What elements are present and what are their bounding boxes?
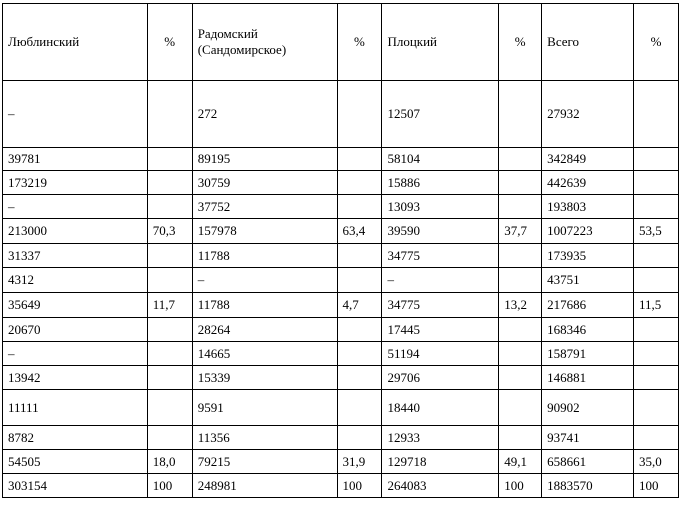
- table-row: [3, 474, 679, 498]
- value-cell: 58104: [382, 148, 499, 171]
- table-row: [3, 318, 679, 342]
- percent-cell: [147, 195, 192, 219]
- percent-cell: [337, 318, 382, 342]
- value-cell: 79215: [192, 450, 337, 474]
- value-cell: 272: [192, 81, 337, 148]
- percent-cell: 18,0: [147, 450, 192, 474]
- table-row: [3, 148, 679, 171]
- percent-cell: [499, 171, 542, 195]
- header-plock-percent: %: [499, 4, 542, 81]
- table-row: [3, 426, 679, 450]
- percent-cell: [634, 390, 679, 426]
- percent-cell: [147, 81, 192, 148]
- percent-cell: 53,5: [634, 219, 679, 244]
- percent-cell: [634, 148, 679, 171]
- value-cell: 51194: [382, 342, 499, 366]
- value-cell: 173219: [3, 171, 148, 195]
- value-cell: 15339: [192, 366, 337, 390]
- table-row: [3, 366, 679, 390]
- percent-cell: [499, 148, 542, 171]
- value-cell: –: [3, 195, 148, 219]
- header-total-percent: %: [634, 4, 679, 81]
- value-cell: 89195: [192, 148, 337, 171]
- percent-cell: [634, 268, 679, 293]
- value-cell: 11356: [192, 426, 337, 450]
- table-row: [3, 450, 679, 474]
- value-cell: 15886: [382, 171, 499, 195]
- percent-cell: [337, 148, 382, 171]
- percent-cell: [634, 366, 679, 390]
- table-row: [3, 268, 679, 293]
- table-row: [3, 219, 679, 244]
- percent-cell: [337, 81, 382, 148]
- table-row: [3, 81, 679, 148]
- value-cell: 17445: [382, 318, 499, 342]
- percent-cell: [147, 268, 192, 293]
- value-cell: 9591: [192, 390, 337, 426]
- table-row: [3, 293, 679, 318]
- percent-cell: 100: [337, 474, 382, 498]
- percent-cell: 70,3: [147, 219, 192, 244]
- value-cell: 342849: [542, 148, 634, 171]
- percent-cell: [147, 171, 192, 195]
- percent-cell: [499, 366, 542, 390]
- percent-cell: 49,1: [499, 450, 542, 474]
- value-cell: 158791: [542, 342, 634, 366]
- value-cell: 217686: [542, 293, 634, 318]
- percent-cell: [634, 81, 679, 148]
- percent-cell: [337, 171, 382, 195]
- value-cell: 13942: [3, 366, 148, 390]
- value-cell: 90902: [542, 390, 634, 426]
- percent-cell: [337, 244, 382, 268]
- percent-cell: 100: [634, 474, 679, 498]
- value-cell: 93741: [542, 426, 634, 450]
- value-cell: 29706: [382, 366, 499, 390]
- percent-cell: 100: [499, 474, 542, 498]
- percent-cell: [499, 81, 542, 148]
- header-row: [3, 4, 679, 81]
- value-cell: 303154: [3, 474, 148, 498]
- percent-cell: [634, 195, 679, 219]
- percent-cell: 13,2: [499, 293, 542, 318]
- value-cell: 54505: [3, 450, 148, 474]
- percent-cell: [634, 318, 679, 342]
- percent-cell: [634, 244, 679, 268]
- value-cell: 193803: [542, 195, 634, 219]
- value-cell: 13093: [382, 195, 499, 219]
- percent-cell: [499, 426, 542, 450]
- percent-cell: [147, 342, 192, 366]
- percent-cell: [499, 342, 542, 366]
- percent-cell: [634, 171, 679, 195]
- table-row: [3, 171, 679, 195]
- percent-cell: [499, 268, 542, 293]
- percent-cell: [634, 426, 679, 450]
- value-cell: 442639: [542, 171, 634, 195]
- percent-cell: [337, 366, 382, 390]
- header-lublin-percent: %: [147, 4, 192, 81]
- percent-cell: 35,0: [634, 450, 679, 474]
- percent-cell: 37,7: [499, 219, 542, 244]
- header-radom-percent: %: [337, 4, 382, 81]
- value-cell: –: [382, 268, 499, 293]
- value-cell: 248981: [192, 474, 337, 498]
- value-cell: 12507: [382, 81, 499, 148]
- header-total: Всего: [542, 4, 634, 81]
- value-cell: 27932: [542, 81, 634, 148]
- percent-cell: [499, 318, 542, 342]
- percent-cell: [147, 244, 192, 268]
- value-cell: 1883570: [542, 474, 634, 498]
- value-cell: 12933: [382, 426, 499, 450]
- percent-cell: 11,7: [147, 293, 192, 318]
- value-cell: 18440: [382, 390, 499, 426]
- value-cell: 11788: [192, 244, 337, 268]
- table-row: [3, 244, 679, 268]
- percent-cell: [634, 342, 679, 366]
- percent-cell: 11,5: [634, 293, 679, 318]
- header-radom: Радомский (Сандомирское): [192, 4, 337, 81]
- percent-cell: [337, 268, 382, 293]
- header-lublin: Люблинский: [3, 4, 148, 81]
- value-cell: 20670: [3, 318, 148, 342]
- value-cell: 4312: [3, 268, 148, 293]
- percent-cell: 63,4: [337, 219, 382, 244]
- value-cell: 168346: [542, 318, 634, 342]
- value-cell: 1007223: [542, 219, 634, 244]
- table-row: [3, 390, 679, 426]
- table-row: [3, 342, 679, 366]
- value-cell: 28264: [192, 318, 337, 342]
- value-cell: 14665: [192, 342, 337, 366]
- value-cell: 35649: [3, 293, 148, 318]
- percent-cell: [499, 195, 542, 219]
- value-cell: 264083: [382, 474, 499, 498]
- percent-cell: [147, 318, 192, 342]
- value-cell: –: [192, 268, 337, 293]
- header-plock: Плоцкий: [382, 4, 499, 81]
- value-cell: 34775: [382, 293, 499, 318]
- percent-cell: [499, 390, 542, 426]
- percent-cell: [499, 244, 542, 268]
- percent-cell: 31,9: [337, 450, 382, 474]
- value-cell: 34775: [382, 244, 499, 268]
- percent-cell: [337, 390, 382, 426]
- value-cell: 37752: [192, 195, 337, 219]
- value-cell: 129718: [382, 450, 499, 474]
- value-cell: 157978: [192, 219, 337, 244]
- percent-cell: 100: [147, 474, 192, 498]
- value-cell: 213000: [3, 219, 148, 244]
- percent-cell: [337, 426, 382, 450]
- value-cell: –: [3, 342, 148, 366]
- percent-cell: [147, 366, 192, 390]
- value-cell: 658661: [542, 450, 634, 474]
- value-cell: –: [3, 81, 148, 148]
- value-cell: 39590: [382, 219, 499, 244]
- value-cell: 39781: [3, 148, 148, 171]
- value-cell: 30759: [192, 171, 337, 195]
- percent-cell: [337, 195, 382, 219]
- statistics-table: [2, 3, 679, 498]
- value-cell: 146881: [542, 366, 634, 390]
- table-row: [3, 195, 679, 219]
- value-cell: 11788: [192, 293, 337, 318]
- value-cell: 8782: [3, 426, 148, 450]
- percent-cell: [147, 390, 192, 426]
- percent-cell: 4,7: [337, 293, 382, 318]
- value-cell: 173935: [542, 244, 634, 268]
- percent-cell: [147, 426, 192, 450]
- value-cell: 43751: [542, 268, 634, 293]
- percent-cell: [337, 342, 382, 366]
- value-cell: 31337: [3, 244, 148, 268]
- value-cell: 11111: [3, 390, 148, 426]
- percent-cell: [147, 148, 192, 171]
